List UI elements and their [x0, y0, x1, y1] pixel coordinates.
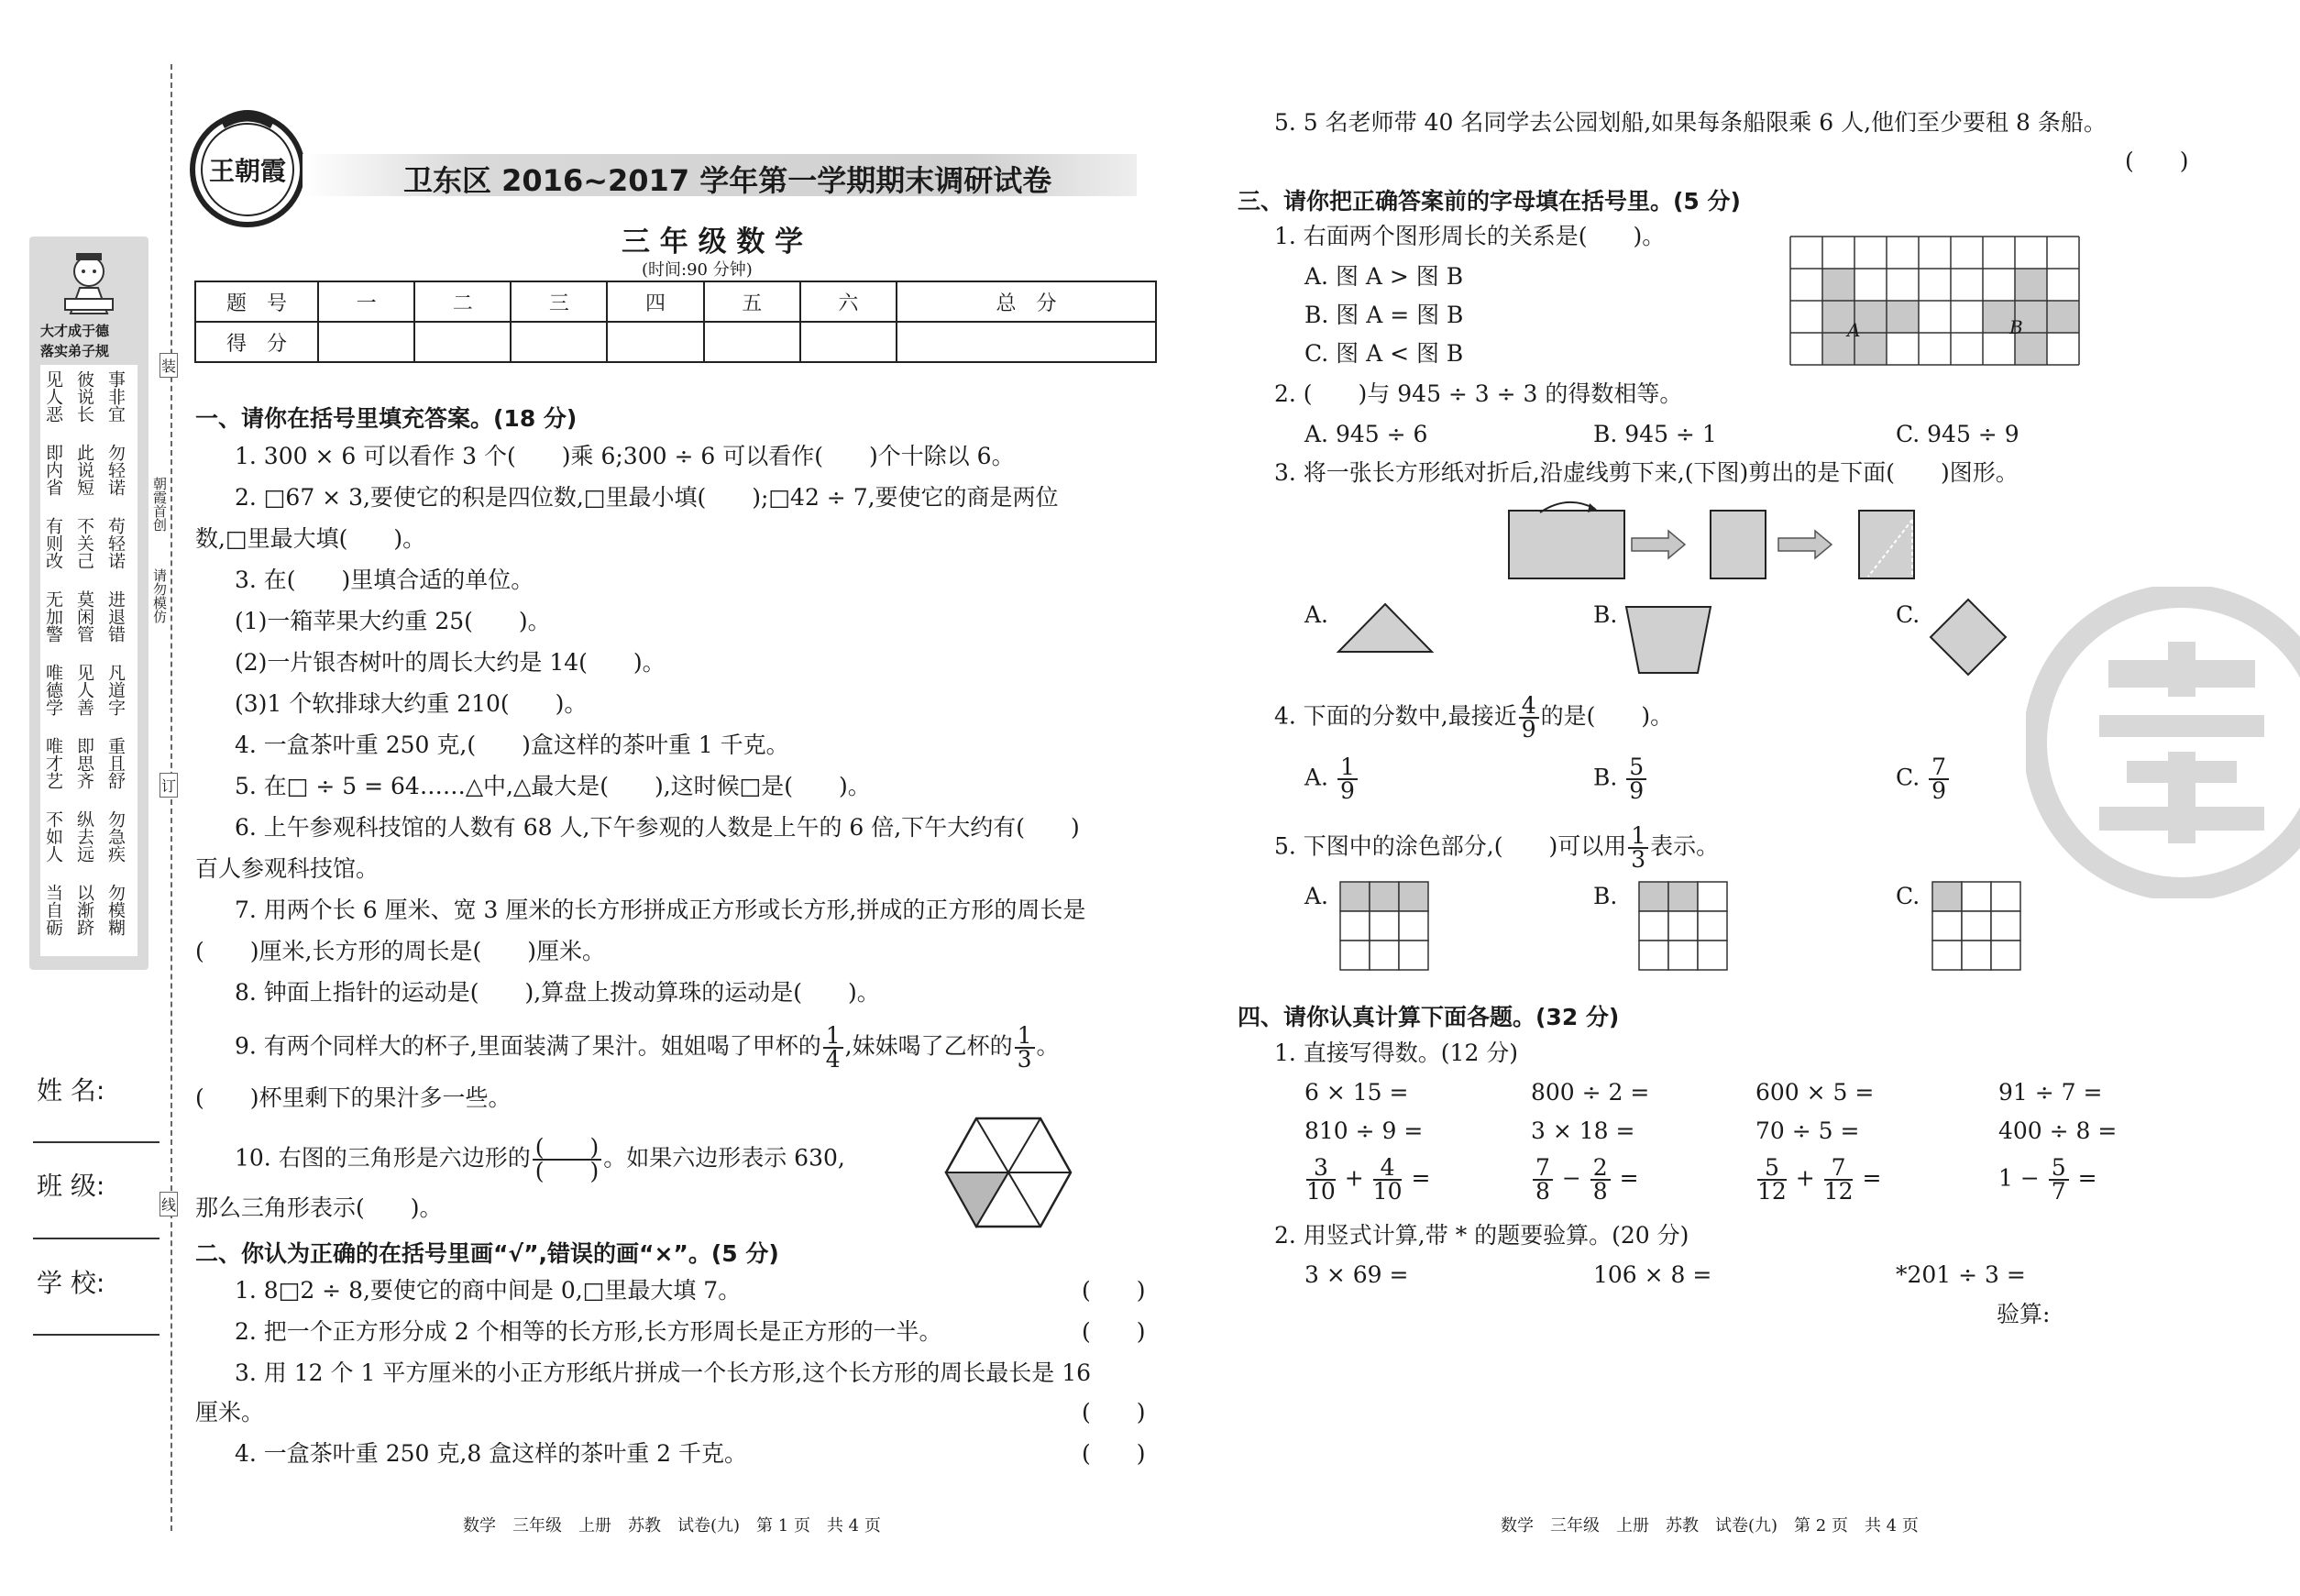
score-input-cell[interactable] — [897, 322, 1156, 362]
fraction-denominator: 8 — [1535, 1178, 1550, 1205]
q10-text-2: 。如果六边形表示 630, — [603, 1144, 845, 1172]
vertical-calc-1: 3 × 69 = — [1304, 1261, 1409, 1288]
operator: − — [1561, 1164, 1581, 1192]
motto-phrase: 勿模糊 — [105, 884, 126, 936]
answer-bracket[interactable]: ( ) — [1082, 1399, 1146, 1425]
grid-cell — [1668, 911, 1698, 941]
binding-note-2: 请勿模仿 — [151, 568, 168, 623]
paper-fold-figure — [1503, 500, 1925, 591]
fraction-denominator: 9 — [1521, 716, 1536, 743]
fraction-denominator: 9 — [1339, 777, 1355, 804]
choice-3-a: A. — [1304, 601, 1329, 628]
fraction-numerator: 5 — [1757, 1157, 1787, 1181]
judge-4: 4. 一盒茶叶重 250 克,8 盒这样的茶叶重 2 千克。 — [235, 1440, 748, 1467]
grid-cell — [1932, 882, 1962, 911]
score-header-cell: 六 — [800, 281, 897, 322]
name-line[interactable] — [33, 1141, 160, 1143]
q10-text-1: 10. 右图的三角形是六边形的 — [235, 1144, 531, 1172]
vertical-calc-3: *201 ÷ 3 = — [1896, 1261, 2026, 1288]
question-1-10b: 那么三角形表示( )。 — [195, 1194, 443, 1221]
fraction — [2049, 1154, 2069, 1205]
grid-cell — [1991, 911, 2020, 941]
fraction-numerator: 4 — [1373, 1157, 1403, 1181]
grid-cell — [1399, 882, 1428, 911]
choice-2-b: B. 945 ÷ 1 — [1593, 421, 1717, 447]
grid-cell — [1932, 911, 1962, 941]
fraction-numerator: 5 — [2049, 1157, 2069, 1181]
equals-sign: = — [1619, 1164, 1639, 1192]
calc-item: 6 × 15 = — [1304, 1079, 1409, 1106]
score-input-cell[interactable] — [511, 322, 607, 362]
choice-5-a: A. — [1304, 883, 1329, 909]
q9-text-2: ,妹妹喝了乙杯的 — [844, 1032, 1013, 1060]
motto-phrase: 苟轻诺 — [105, 517, 126, 569]
section-3-title: 三、请你把正确答案前的字母填在括号里。(5 分) — [1238, 188, 1741, 215]
q9-text-1: 9. 有两个同样大的杯子,里面装满了果汁。姐姐喝了甲杯的 — [235, 1032, 821, 1060]
fraction-numerator: 4 — [1519, 695, 1539, 719]
calc-item: 3 × 18 = — [1531, 1117, 1635, 1144]
equals-sign: = — [1411, 1164, 1431, 1192]
question-1-10a — [235, 1134, 845, 1184]
motto-phrase: 凡道字 — [105, 664, 126, 716]
calc-1-title: 1. 直接写得数。(12 分) — [1274, 1040, 1519, 1066]
choice-1-b: B. 图 A = 图 B — [1304, 302, 1464, 328]
option-letter: C. — [1896, 764, 1920, 791]
choice-4-text-2: 的是( )。 — [1540, 702, 1674, 730]
fraction-denominator: 7 — [2051, 1178, 2066, 1205]
fraction-denominator: 12 — [1823, 1178, 1854, 1205]
grid-cell — [1668, 941, 1698, 970]
grid-cell — [1370, 941, 1399, 970]
question-1-4: 4. 一盒茶叶重 250 克,( )盒这样的茶叶重 1 千克。 — [235, 732, 789, 758]
choice-4 — [1274, 692, 1674, 743]
grid-label-a: A — [1847, 319, 1861, 341]
scholar-illustration — [52, 246, 126, 319]
fraction-numerator: 2 — [1590, 1157, 1611, 1181]
shaded-cell — [2015, 269, 2047, 301]
choice-1: 1. 右面两个图形周长的关系是( )。 — [1274, 223, 1666, 249]
calc-2-title: 2. 用竖式计算,带 * 的题要验算。(20 分) — [1274, 1222, 1689, 1249]
choice-5 — [1274, 822, 1720, 873]
question-1-9a — [235, 1022, 1060, 1073]
question-1-2a: 2. □67 × 3,要使它的积是四位数,□里最小填( );□42 ÷ 7,要使它的商是两位 — [235, 484, 1059, 511]
grid-cell — [1962, 911, 1991, 941]
operator: + — [1795, 1164, 1815, 1192]
fraction-calc-2 — [1531, 1154, 1639, 1205]
score-header-cell: 四 — [607, 281, 703, 322]
fraction-numerator: ( ) — [533, 1137, 602, 1161]
calc-item: 810 ÷ 9 = — [1304, 1117, 1424, 1144]
logo-text: 王朝霞 — [209, 156, 287, 186]
choice-5-b: B. — [1593, 883, 1618, 909]
motto-phrase: 当自砺 — [43, 884, 63, 936]
choice-4-c — [1896, 756, 1951, 802]
section-1-title: 一、请你在括号里填充答案。(18 分) — [195, 405, 578, 432]
rhombus-shape — [1927, 596, 2009, 682]
choice-4-b — [1593, 756, 1648, 802]
shaded-grid-b — [1637, 880, 1729, 975]
motto-phrase: 彼说长 — [74, 370, 94, 423]
score-header-cell: 二 — [414, 281, 511, 322]
question-1-6b: 百人参观科技馆。 — [195, 855, 380, 882]
binding-note-1: 朝霞首创 — [151, 477, 168, 532]
answer-bracket[interactable]: ( ) — [1082, 1318, 1146, 1345]
fraction — [1590, 1154, 1611, 1205]
score-header-cell: 一 — [318, 281, 414, 322]
confidential-seal-watermark — [2026, 587, 2300, 898]
motto-phrase: 勿急疾 — [105, 810, 126, 863]
choice-4-text-1: 4. 下面的分数中,最接近 — [1274, 702, 1517, 730]
exam-subject: 三 年 级 数 学 — [622, 226, 804, 259]
shaded-cell — [1822, 269, 1854, 301]
choice-5-text-2: 表示。 — [1650, 832, 1720, 860]
motto-phrase: 以渐跻 — [74, 884, 94, 936]
shaded-cell — [2047, 301, 2079, 333]
grid-cell — [1370, 911, 1399, 941]
sidebar-slogan-1: 大才成于德 — [40, 323, 110, 339]
binding-mark-3: 线 — [160, 1192, 178, 1216]
motto-phrase: 不如人 — [43, 810, 63, 863]
motto-phrase: 即内省 — [43, 444, 63, 496]
question-1-3-2: (2)一片银杏树叶的周长大约是 14( )。 — [235, 649, 666, 676]
grid-cell — [1698, 911, 1727, 941]
score-header-cell: 总 分 — [897, 281, 1156, 322]
grid-cell — [1932, 941, 1962, 970]
fraction-denominator: 10 — [1306, 1178, 1336, 1205]
sidebar-motto-panel — [29, 237, 149, 970]
fraction-one-third — [1628, 822, 1648, 873]
grid-cell — [1991, 941, 2020, 970]
fraction-option — [1929, 756, 1949, 802]
fraction-denominator: 9 — [1629, 777, 1645, 804]
answer-bracket[interactable]: ( ) — [2125, 148, 2189, 174]
fraction-numerator: 1 — [1337, 756, 1358, 780]
motto-phrase: 唯德学 — [43, 664, 63, 716]
fraction-denominator: ( ) — [534, 1158, 600, 1184]
choice-2-c: C. 945 ÷ 9 — [1896, 421, 2019, 447]
grid-cell — [1370, 882, 1399, 911]
score-input-cell[interactable] — [414, 322, 511, 362]
grid-cell — [1639, 941, 1668, 970]
motto-phrase: 有则改 — [43, 517, 63, 569]
judge-1: 1. 8□2 ÷ 8,要使它的商中间是 0,□里最大填 7。 — [235, 1277, 742, 1304]
motto-phrase: 唯才艺 — [43, 737, 63, 789]
grid-cell — [1639, 882, 1668, 911]
shaded-grid-c — [1931, 880, 2022, 975]
grid-cell — [1340, 882, 1370, 911]
judge-5: 5. 5 名老师带 40 名同学去公园划船,如果每条船限乘 6 人,他们至少要租 8 条船。 — [1274, 109, 2107, 136]
fraction-denominator: 9 — [1931, 777, 1947, 804]
calc-item: 91 ÷ 7 = — [1998, 1079, 2103, 1106]
fraction-denominator: 4 — [825, 1046, 841, 1073]
fraction-numerator: 1 — [1628, 825, 1648, 849]
operand: 1 − — [1998, 1164, 2040, 1192]
verify-label: 验算: — [1997, 1301, 2051, 1327]
exam-title: 卫东区 2016~2017 学年第一学期期末调研试卷 — [403, 163, 1052, 198]
fraction-numerator: 3 — [1306, 1157, 1336, 1181]
answer-bracket[interactable]: ( ) — [1082, 1277, 1146, 1304]
page-footer-left: 数学 三年级 上册 苏教 试卷(九) 第 1 页 共 4 页 — [463, 1516, 881, 1535]
fraction-one-third — [1015, 1022, 1035, 1073]
school-line[interactable] — [33, 1334, 160, 1336]
fraction-calc-4 — [1998, 1154, 2097, 1205]
fraction-four-ninths — [1519, 692, 1539, 743]
motto-phrase: 事非宜 — [105, 370, 126, 423]
choice-1-c: C. 图 A < 图 B — [1304, 340, 1464, 367]
grid-label-b: B — [2009, 316, 2023, 338]
fraction-option — [1337, 756, 1358, 802]
calc-item: 600 × 5 = — [1755, 1079, 1875, 1106]
score-header-cell: 五 — [704, 281, 800, 322]
fraction-denominator: 12 — [1757, 1178, 1787, 1205]
score-header-cell: 三 — [511, 281, 607, 322]
fraction-numerator: 5 — [1626, 756, 1646, 780]
question-1-2b: 数,□里最大填( )。 — [195, 525, 426, 552]
triangle-shape — [1335, 600, 1436, 659]
equals-sign: = — [2077, 1164, 2097, 1192]
score-header-cell: 题 号 — [195, 281, 318, 322]
motto-phrase: 无加警 — [43, 590, 63, 643]
question-1-1: 1. 300 × 6 可以看作 3 个( )乘 6;300 ÷ 6 可以看作( )个十除以 6。 — [235, 443, 1015, 469]
shaded-cell — [1887, 301, 1919, 333]
choice-3-b: B. — [1593, 601, 1618, 628]
motto-phrase: 重且舒 — [105, 737, 126, 789]
grid-cell — [1340, 941, 1370, 970]
fraction-denominator: 8 — [1592, 1178, 1608, 1205]
fraction-numerator: 1 — [1015, 1025, 1035, 1049]
choice-2-a: A. 945 ÷ 6 — [1304, 421, 1428, 447]
grid-cell — [1698, 882, 1727, 911]
judge-3b: 厘米。 — [195, 1399, 265, 1425]
class-label: 班 级: — [37, 1171, 105, 1201]
question-1-7a: 7. 用两个长 6 厘米、宽 3 厘米的长方形拼成正方形或长方形,拼成的正方形的周长是 — [235, 897, 1086, 923]
fraction — [1823, 1154, 1854, 1205]
fraction — [1372, 1154, 1403, 1205]
school-label: 学 校: — [37, 1268, 105, 1298]
binding-mark-2: 订 — [160, 773, 178, 798]
shaded-grid-a — [1338, 880, 1430, 975]
grid-cell — [1639, 911, 1668, 941]
choice-1-a: A. 图 A > 图 B — [1304, 263, 1464, 290]
exam-time: (时间:90 分钟) — [642, 260, 753, 280]
option-letter: A. — [1304, 764, 1329, 791]
fraction-denominator: 3 — [1631, 846, 1646, 873]
fraction-denominator: 3 — [1017, 1046, 1032, 1073]
choice-3-c: C. — [1896, 601, 1920, 628]
binding-mark-1: 装 — [160, 353, 178, 378]
fraction — [1757, 1154, 1787, 1205]
trapezoid-shape — [1623, 603, 1714, 680]
score-input-cell[interactable] — [607, 322, 703, 362]
question-1-9b: ( )杯里剩下的果汁多一些。 — [195, 1084, 512, 1111]
motto-phrase: 即思齐 — [74, 737, 94, 789]
fraction-numerator: 7 — [1929, 756, 1949, 780]
choice-3: 3. 将一张长方形纸对折后,沿虚线剪下来,(下图)剪出的是下面( )图形。 — [1274, 459, 2019, 486]
calc-item: 800 ÷ 2 = — [1531, 1079, 1650, 1106]
question-1-7b: ( )厘米,长方形的周长是( )厘米。 — [195, 938, 605, 964]
option-letter: B. — [1593, 764, 1618, 791]
calc-item: 70 ÷ 5 = — [1755, 1117, 1860, 1144]
question-1-3-3: (3)1 个软排球大约重 210( )。 — [235, 690, 588, 717]
section-4-title: 四、请你认真计算下面各题。(32 分) — [1238, 1004, 1620, 1030]
logo-seal — [183, 101, 312, 229]
fraction-numerator: 7 — [1533, 1157, 1553, 1181]
perimeter-grid-figure — [1789, 236, 2083, 377]
fraction-blank — [533, 1134, 602, 1184]
fraction-numerator: 1 — [823, 1025, 843, 1049]
fraction-numerator: 7 — [1824, 1157, 1854, 1181]
fraction-calc-3 — [1755, 1154, 1882, 1205]
answer-bracket[interactable]: ( ) — [1082, 1440, 1146, 1467]
question-1-3: 3. 在( )里填合适的单位。 — [235, 567, 534, 593]
question-1-5: 5. 在□ ÷ 5 = 64……△中,△最大是( ),这时候□是( )。 — [235, 773, 871, 799]
choice-5-c: C. — [1896, 883, 1920, 909]
choice-2: 2. ( )与 945 ÷ 3 ÷ 3 的得数相等。 — [1274, 380, 1683, 407]
motto-phrase: 勿轻诺 — [105, 444, 126, 496]
section-2-title: 二、你认为正确的在括号里画“√”,错误的画“×”。(5 分) — [195, 1240, 779, 1267]
class-line[interactable] — [33, 1238, 160, 1239]
grid-cell — [1962, 941, 1991, 970]
fraction-denominator: 10 — [1372, 1178, 1403, 1205]
motto-phrase: 此说短 — [74, 444, 94, 496]
judge-3a: 3. 用 12 个 1 平方厘米的小正方形纸片拼成一个长方形,这个长方形的周长最长是 16 — [235, 1359, 1092, 1386]
score-input-cell[interactable] — [800, 322, 897, 362]
fraction-calc-1 — [1304, 1154, 1431, 1205]
score-input-cell[interactable] — [318, 322, 414, 362]
grid-cell — [1668, 882, 1698, 911]
binding-dashed-line — [171, 64, 172, 1531]
operator: + — [1344, 1164, 1364, 1192]
name-label: 姓 名: — [37, 1075, 105, 1106]
motto-phrase: 进退错 — [105, 590, 126, 643]
sidebar-slogan-2: 落实弟子规 — [40, 343, 110, 359]
grid-cell — [1698, 941, 1727, 970]
page-footer-right: 数学 三年级 上册 苏教 试卷(九) 第 2 页 共 4 页 — [1501, 1516, 1919, 1535]
motto-phrase: 莫闲管 — [74, 590, 94, 643]
choice-5-text-1: 5. 下图中的涂色部分,( )可以用 — [1274, 832, 1627, 860]
calc-item: 400 ÷ 8 = — [1998, 1117, 2118, 1144]
q9-text-3: 。 — [1036, 1032, 1060, 1060]
equals-sign: = — [1862, 1164, 1882, 1192]
motto-phrase: 见人恶 — [43, 370, 63, 423]
score-table — [194, 281, 1157, 363]
question-1-3-1: (1)一箱苹果大约重 25( )。 — [235, 608, 551, 634]
vertical-calc-2: 106 × 8 = — [1593, 1261, 1712, 1288]
question-1-8: 8. 钟面上指针的运动是( ),算盘上拨动算珠的运动是( )。 — [235, 979, 880, 1006]
grid-cell — [1399, 911, 1428, 941]
grid-cell — [1962, 882, 1991, 911]
fraction — [1533, 1154, 1553, 1205]
score-input-cell[interactable] — [704, 322, 800, 362]
motto-phrase: 纵去远 — [74, 810, 94, 863]
judge-2: 2. 把一个正方形分成 2 个相等的长方形,长方形周长是正方形的一半。 — [235, 1318, 942, 1345]
grid-cell — [1399, 941, 1428, 970]
motto-phrase: 见人善 — [74, 664, 94, 716]
choice-4-a — [1304, 756, 1359, 802]
score-label-cell: 得 分 — [195, 322, 318, 362]
grid-cell — [1991, 882, 2020, 911]
fraction — [1306, 1154, 1336, 1205]
hexagon-figure — [944, 1117, 1073, 1228]
fraction-option — [1626, 756, 1646, 802]
grid-cell — [1340, 911, 1370, 941]
motto-phrase: 不关己 — [74, 517, 94, 569]
question-1-6a: 6. 上午参观科技馆的人数有 68 人,下午参观的人数是上午的 6 倍,下午大约有( ) — [235, 814, 1080, 841]
fraction-one-fourth — [823, 1022, 843, 1073]
